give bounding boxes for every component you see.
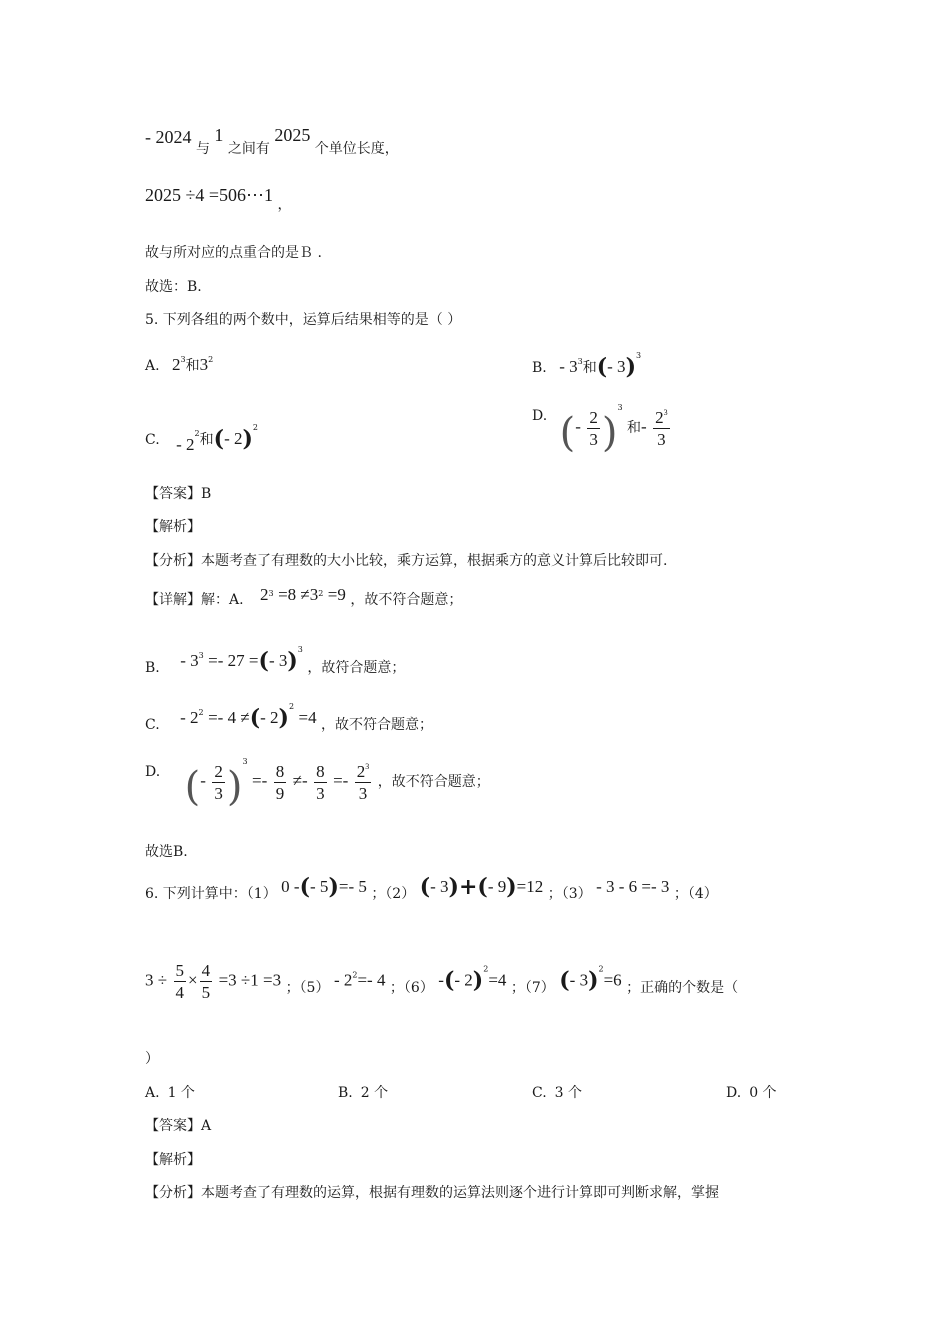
fraction: $\frac{8}{3}$ xyxy=(316,761,325,803)
q5-answer: 【答案】B xyxy=(145,486,212,502)
q5-option-b: B. - $3^3$和(- 3)$^3$ xyxy=(532,351,642,380)
option-label: C. xyxy=(145,432,160,448)
prev-line-2 xyxy=(145,185,292,213)
math-neg-2024: - 2024 xyxy=(145,127,192,147)
q5-stem: 5. 下列各组的两个数中，运算后结果相等的是（ ） xyxy=(145,312,462,328)
q6-analysis-title: 【解析】 xyxy=(145,1152,201,1168)
fraction: $\frac{2^3}{3}$ xyxy=(356,761,370,803)
q6-line-1: 6. 下列计算中：（1） 0 -(- 5)=- 5 ；（2） (- 3)+(- 9)=12 ；（3） - 3 - 6 =- 3 ；（4） xyxy=(145,874,718,902)
q6-answer: 【答案】A xyxy=(145,1118,212,1134)
q5-detail-b: B. - $3^3 =- 27$ =(- 3)$^3$ ，故符合题意； xyxy=(145,645,406,676)
fraction: $\frac{4}{5}$ xyxy=(201,961,211,1002)
fraction: $\frac{5}{4}$ xyxy=(175,961,185,1002)
q6-option-a: A. 1 个 xyxy=(145,1085,195,1101)
q6-line-2: 3 ÷ $\frac{5}{4}$ × $\frac{4}{5}$ =3 ÷1 =3 ；$(5) - 2^2=-$ 4 ；（6） -(- 2)$^2$=4 ；（7） (- 3)$^2$=6 ；正确的个数是（ xyxy=(145,961,739,1002)
q5-analysis-title: 【解析】 xyxy=(145,519,201,535)
text-with: 与 xyxy=(195,141,210,157)
q5-detail-d: D. (- $\frac{2}{3}$ )$^3$ =- $\frac{8}{9}$ ≠- $\frac{8}{3}$ =- $\frac{2^3}{3}$ ，故不符合题意； xyxy=(145,757,490,810)
option-label: A. xyxy=(145,358,160,374)
option-label: D. xyxy=(532,408,548,424)
math-division: 2025 ÷4 =506⋯1 xyxy=(145,185,274,205)
fraction: $\frac{2^3}{3}$ xyxy=(655,407,668,449)
q5-detail-a: 【详解】解：A. $2^3 =8 \ne 3^2 =9$ ，故不符合题意； xyxy=(145,585,463,608)
fraction: $\frac{8}{9}$ xyxy=(275,761,285,803)
option-label: B. xyxy=(532,360,547,376)
q5-option-c: C. - $2^2$和(- 2)$^2$ xyxy=(145,423,258,454)
q6-option-c: C. 3 个 xyxy=(532,1085,583,1101)
q5-analysis: 【分析】本题考查了有理数的大小比较，乘方运算，根据乘方的意义计算后比较即可. xyxy=(145,553,668,569)
text-units: 个单位长度， xyxy=(314,141,399,157)
text-comma: ， xyxy=(277,197,292,213)
math-2025: 2025 xyxy=(274,125,311,145)
q6-analysis: 【分析】本题考查了有理数的运算，根据有理数的运算法则逐个进行计算即可判断求解，掌握 xyxy=(145,1185,719,1201)
fraction: $\frac{2}{3}$ xyxy=(589,407,598,449)
prev-conclusion: 故选：B. xyxy=(145,279,202,295)
prev-line-1 xyxy=(145,125,399,157)
q5-option-d: D. (- $\frac{2}{3}$ )$^3$ 和- $\frac{2^3}{3}$ xyxy=(532,403,668,456)
q6-line-3: ） xyxy=(145,1051,159,1067)
fraction: $\frac{2}{3}$ xyxy=(214,761,223,803)
q6-option-b: B. 2 个 xyxy=(338,1085,389,1101)
q5-conclusion: 故选B. xyxy=(145,844,188,860)
q6-option-d: D. 0 个 xyxy=(726,1085,777,1101)
q5-option-a: A. $2^3$和$3^2$ xyxy=(145,355,214,374)
q5-detail-c: C. - $2^2 =- 4$ ≠(- 2)$^2$ =4 ，故不符合题意； xyxy=(145,702,434,733)
text-between: 之间有 xyxy=(227,141,270,157)
prev-line-3: 故与所对应的点重合的是Ｂ . xyxy=(145,245,322,261)
math-one: 1 xyxy=(214,125,224,145)
